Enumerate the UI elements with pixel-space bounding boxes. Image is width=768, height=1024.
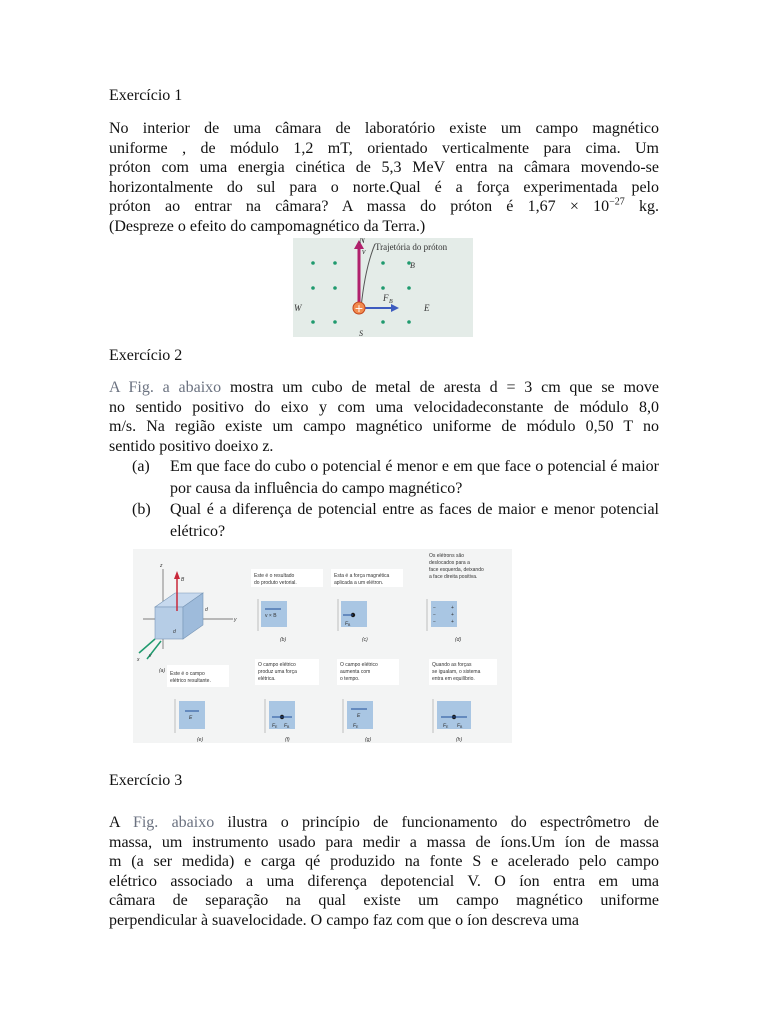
text-line: sentido positivo doeixo z. bbox=[109, 437, 274, 455]
cube-panel bbox=[136, 563, 237, 674]
svg-text:(h): (h) bbox=[456, 737, 463, 743]
svg-text:elétrico resultante.: elétrico resultante. bbox=[170, 678, 211, 684]
svg-text:(b): (b) bbox=[280, 637, 287, 643]
text-line: A Fig. a abaixo mostra um cubo de metal de aresta d = 3 cm que se move bbox=[109, 379, 659, 396]
mass-exponent: −27 bbox=[609, 197, 625, 209]
panel-g bbox=[337, 659, 399, 743]
question-text: Qual é a diferença de potencial entre as faces de maior e menor potencial elétrico? bbox=[170, 501, 659, 540]
svg-text:F: F bbox=[284, 723, 288, 729]
text-line: no sentido positivo do eixo y com uma velocidadeconstante de módulo 8,0 bbox=[109, 398, 659, 416]
panel-d bbox=[427, 553, 484, 643]
text-line: uniforme , de módulo 1,2 mT, orientado verticalmente para cima. Um bbox=[109, 139, 659, 157]
svg-text:Esta é a força magnética: Esta é a força magnética bbox=[334, 573, 390, 579]
text-line: massa, um instrumento usado para medir a massa de íons.Um íon de massa bbox=[109, 833, 659, 851]
svg-text:Os elétrons são: Os elétrons são bbox=[429, 553, 465, 559]
svg-text:−: − bbox=[433, 612, 436, 618]
figure-link[interactable]: Fig. abaixo bbox=[132, 814, 215, 831]
south-label: S bbox=[359, 329, 363, 337]
svg-text:deslocados para a: deslocados para a bbox=[429, 560, 470, 566]
svg-text:entra em equilíbrio.: entra em equilíbrio. bbox=[432, 676, 475, 682]
svg-text:B: B bbox=[287, 725, 290, 729]
svg-text:face esquerda, deixando: face esquerda, deixando bbox=[429, 567, 484, 573]
exercise-2-heading: Exercício 2 bbox=[109, 347, 183, 364]
svg-text:(a): (a) bbox=[159, 668, 166, 674]
svg-text:+: + bbox=[451, 619, 454, 625]
svg-text:elétrica.: elétrica. bbox=[258, 676, 276, 682]
svg-text:se igualam, o sistema: se igualam, o sistema bbox=[432, 669, 481, 675]
svg-text:(g): (g) bbox=[365, 737, 372, 743]
text-line: próton com uma energia cinética de 5,3 MeV entra na câmara movendo-se bbox=[109, 159, 659, 177]
svg-text:a face direita positiva.: a face direita positiva. bbox=[429, 574, 478, 580]
exercise-1-heading: Exercício 1 bbox=[109, 87, 183, 104]
panel-f bbox=[255, 659, 319, 743]
cube-figure bbox=[133, 549, 512, 743]
svg-text:(e): (e) bbox=[197, 737, 204, 743]
svg-text:E: E bbox=[357, 713, 361, 719]
question-text: Em que face do cubo o potencial é menor e em que face o potencial é maior por causa da influência do campo magnético? bbox=[170, 458, 659, 497]
question-label: (a) bbox=[132, 458, 150, 475]
text-line: m (a ser medida) e carga qé produzido na fonte S e acelerado pelo campo bbox=[109, 853, 659, 871]
text-line: câmara de separação na qual existe um campo magnético uniforme bbox=[109, 892, 659, 910]
exercise-1-body bbox=[109, 119, 659, 237]
svg-text:d: d bbox=[205, 607, 208, 613]
svg-text:Quando as forças: Quando as forças bbox=[432, 662, 472, 668]
svg-text:(d): (d) bbox=[455, 637, 462, 643]
svg-text:B: B bbox=[460, 725, 463, 729]
north-label: N bbox=[359, 238, 366, 245]
velocity-label: v bbox=[362, 247, 366, 256]
svg-text:z: z bbox=[160, 563, 163, 569]
svg-text:O campo elétrico: O campo elétrico bbox=[340, 662, 378, 668]
text-line: horizontalmente do sul para o norte.Qual é a força experimentada pelo bbox=[109, 178, 659, 196]
exercise-3-heading: Exercício 3 bbox=[109, 772, 183, 789]
svg-text:y: y bbox=[234, 617, 237, 623]
svg-text:(f): (f) bbox=[285, 737, 290, 743]
text-line: No interior de uma câmara de laboratório existe um campo magnético bbox=[109, 120, 659, 137]
svg-text:v × B: v × B bbox=[265, 613, 277, 619]
svg-text:−: − bbox=[433, 605, 436, 611]
figure-link[interactable]: A Fig. a abaixo bbox=[109, 379, 222, 396]
svg-text:B: B bbox=[348, 623, 351, 627]
svg-text:F: F bbox=[353, 723, 357, 729]
exercise-2-body bbox=[109, 378, 659, 456]
svg-text:v: v bbox=[149, 653, 152, 659]
force-sub: B bbox=[389, 299, 393, 305]
svg-text:d: d bbox=[173, 629, 176, 635]
text-line: elétrico associado a uma diferença depotencial V. O íon entra em uma bbox=[109, 872, 659, 890]
svg-text:F: F bbox=[443, 723, 447, 729]
exercise-3-body bbox=[109, 813, 659, 931]
svg-text:+: + bbox=[354, 302, 364, 315]
text-line: m/s. Na região existe um campo magnético uniforme de módulo 0,50 T no bbox=[109, 418, 659, 436]
svg-text:O campo elétrico: O campo elétrico bbox=[258, 662, 296, 668]
svg-text:−: − bbox=[433, 619, 436, 625]
text-line bbox=[109, 197, 659, 217]
svg-text:x: x bbox=[137, 657, 140, 663]
svg-text:do produto vetorial.: do produto vetorial. bbox=[254, 580, 297, 586]
svg-text:aplicada a um elétron.: aplicada a um elétron. bbox=[334, 580, 384, 586]
svg-text:+: + bbox=[451, 605, 454, 611]
svg-text:produz uma força: produz uma força bbox=[258, 669, 297, 675]
svg-text:aumenta com: aumenta com bbox=[340, 669, 371, 675]
trajectory-label: Trajetória do próton bbox=[375, 242, 448, 252]
panel-c bbox=[331, 569, 403, 643]
mass-text: próton ao entrar na câmara? A massa do próton é 1,67 × 10 bbox=[109, 198, 610, 216]
west-label: W bbox=[294, 303, 302, 313]
panel-b bbox=[251, 569, 323, 643]
question-label: (b) bbox=[132, 501, 151, 518]
field-label: B bbox=[410, 261, 415, 270]
svg-text:F: F bbox=[272, 723, 276, 729]
panel-h bbox=[429, 659, 497, 743]
proton-trajectory-figure bbox=[293, 238, 473, 337]
svg-text:(c): (c) bbox=[362, 637, 368, 643]
mass-unit: kg. bbox=[624, 198, 659, 216]
svg-text:o tempo.: o tempo. bbox=[340, 676, 360, 682]
svg-text:B: B bbox=[181, 577, 185, 583]
svg-text:Este é o campo: Este é o campo bbox=[170, 671, 205, 677]
svg-text:Este é o resultado: Este é o resultado bbox=[254, 573, 295, 579]
proton-diagram bbox=[293, 238, 473, 337]
east-label: E bbox=[424, 303, 430, 313]
force-label: F bbox=[383, 293, 389, 303]
svg-text:F: F bbox=[457, 723, 461, 729]
svg-text:E: E bbox=[356, 725, 359, 729]
text-line: (Despreze o efeito do campomagnético da Terra.) bbox=[109, 217, 426, 235]
svg-text:+: + bbox=[451, 612, 454, 618]
cube-diagram bbox=[133, 549, 512, 743]
text-line: A Fig. abaixo ilustra o princípio de funcionamento do espectrômetro de bbox=[109, 814, 660, 831]
svg-text:E: E bbox=[189, 715, 193, 721]
svg-text:E: E bbox=[446, 725, 449, 729]
svg-text:F: F bbox=[345, 621, 349, 627]
svg-text:E: E bbox=[275, 725, 278, 729]
text-line: perpendicular à suavelocidade. O campo faz com que o íon descreva uma bbox=[109, 911, 580, 929]
panel-e bbox=[167, 665, 229, 743]
